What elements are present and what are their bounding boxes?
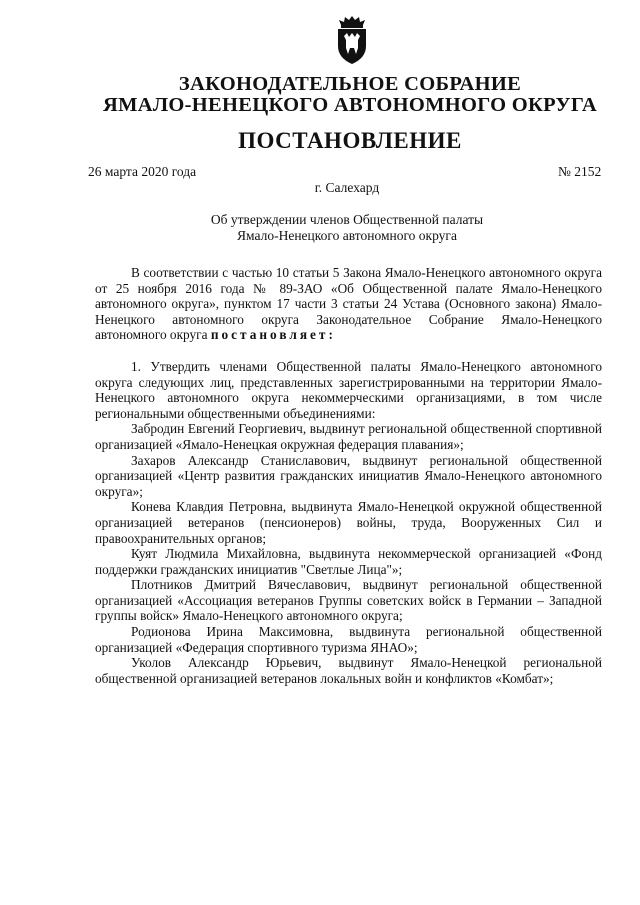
item-1-paragraph: 1. Утвердить членами Общественной палаты Ямало-Ненецкого автономного округа следующих лиц, представленных зарегистрированными на территории Ямало-Ненецкого автономного округа некоммерческими организациями, в том числе региональными общественными объединениями: [95, 358, 602, 421]
org-name-line-2: ЯМАЛО-НЕНЕЦКОГО АВТОНОМНОГО ОКРУГА [102, 94, 598, 116]
list-item: Куят Людмила Михайловна, выдвинута некоммерческой организацией «Фонд поддержки гражданских инициатив "Светлые Лица"»; [95, 546, 602, 577]
coat-of-arms-icon [332, 14, 372, 66]
list-item: Плотников Дмитрий Вячеславович, выдвинут региональной общественной организацией «Ассоциация ветеранов Группы советских войск в Германии – Западной группы войск» Ямало-Ненецкого автономного округа; [95, 577, 602, 624]
org-name-line-1: ЗАКОНОДАТЕЛЬНОЕ СОБРАНИЕ [178, 73, 522, 95]
list-item: Родионова Ирина Максимовна, выдвинута региональной общественной организацией «Федерация спортивного туризма ЯНАО»; [95, 624, 602, 655]
document-body [95, 265, 602, 686]
preamble-paragraph [95, 265, 602, 343]
document-city: г. Салехард [314, 180, 380, 195]
document-subject [0, 212, 640, 244]
preamble-text: В соответствии с частью 10 статьи 5 Закона Ямало-Ненецкого автономного округа от 25 ноября 2016 года № 89-ЗАО «Об Общественной палате Ямало-Ненецкого автономного округа», пунктом 17 части 3 статьи 24 Устава (Основного закона) Ямало-Ненецкого автономного округа Законодательное Собрание Ямало-Ненецкого автономного округа [95, 265, 602, 343]
document-type: ПОСТАНОВЛЕНИЕ [238, 128, 462, 153]
list-item: Уколов Александр Юрьевич, выдвинут Ямало-Ненецкой региональной общественной организацией ветеранов локальных войн и конфликтов «Комбат»; [95, 655, 602, 686]
list-item: Захаров Александр Станиславович, выдвинут региональной общественной организацией «Центр развития гражданских инициатив Ямало-Ненецкого автономного округа»; [95, 452, 602, 499]
subject-line-2: Ямало-Ненецкого автономного округа [237, 228, 457, 243]
document-number: № 2152 [558, 164, 602, 179]
list-item: Конева Клавдия Петровна, выдвинута Ямало-Ненецкой окружной общественной организацией ветеранов (пенсионеров) войны, труда, Вооруженных Сил и правоохранительных органов; [95, 499, 602, 546]
document-date: 26 марта 2020 года [88, 164, 197, 179]
list-item: Забродин Евгений Георгиевич, выдвинут региональной общественной спортивной организацией «Ямало-Ненецкая окружная федерация плавания»; [95, 421, 602, 452]
resolves-keyword: постановляет: [210, 327, 336, 343]
subject-line-1: Об утверждении членов Общественной палаты [210, 212, 484, 227]
